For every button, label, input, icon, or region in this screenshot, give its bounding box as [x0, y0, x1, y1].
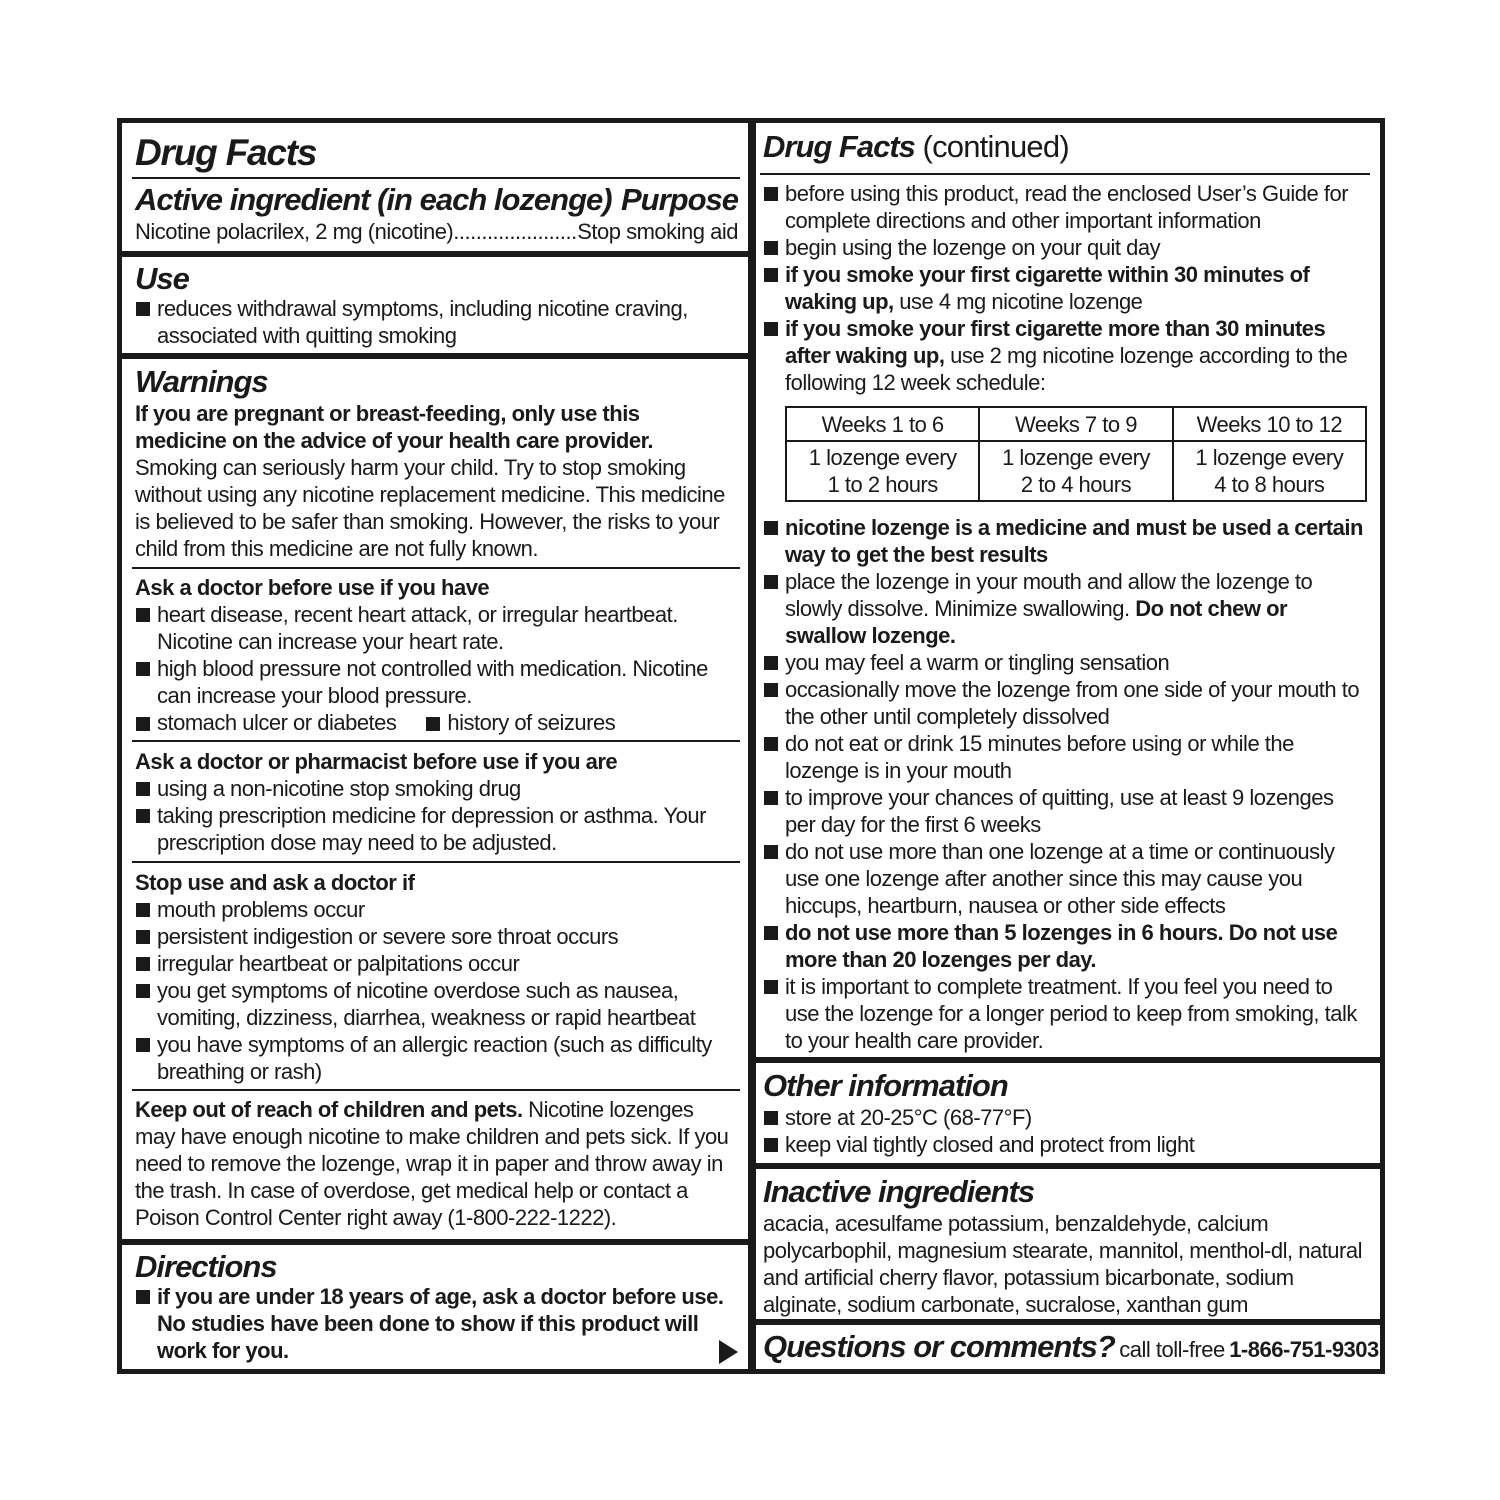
directions-list-a — [763, 180, 1366, 396]
list-item: before using this product, read the enclosed User’s Guide for complete directions and other important information — [763, 180, 1366, 234]
use-list — [135, 295, 708, 349]
phone-number: 1-866-751-9303 — [1229, 1337, 1379, 1362]
bullet-icon — [136, 717, 150, 731]
table-header: Weeks 10 to 12 — [1173, 407, 1366, 441]
list-item: begin using the lozenge on your quit day — [763, 234, 1366, 261]
list-item: to improve your chances of quitting, use at least 9 lozenges per day for the first 6 weeks — [763, 784, 1366, 838]
continued-suffix: (continued) — [922, 129, 1069, 164]
list-item: taking prescription medicine for depression or asthma. Your prescription dose may need to be adjusted. — [135, 802, 734, 856]
list-item: do not use more than 5 lozenges in 6 hours. Do not use more than 20 lozenges per day. — [763, 919, 1366, 973]
questions-section — [756, 1325, 1380, 1369]
list-item: if you are under 18 years of age, ask a doctor before use. No studies have been done to show if this product will work for you. — [135, 1283, 725, 1364]
list-item: if you smoke your first cigarette more than 30 minutes after waking up, use 2 mg nicotine lozenge according to the following 12 week schedule: — [763, 315, 1366, 396]
divider — [132, 1089, 740, 1091]
use-heading: Use — [135, 261, 189, 296]
directions-heading: Directions — [135, 1249, 277, 1284]
list-item: high blood pressure not controlled with medication. Nicotine can increase your blood pressure. — [135, 655, 734, 709]
drug-facts-label — [117, 118, 1385, 1374]
ask-pharmacist-heading: Ask a doctor or pharmacist before use if you are — [135, 749, 618, 774]
list-item: store at 20-25°C (68-77°F) — [763, 1104, 1366, 1131]
divider — [132, 567, 740, 569]
list-item: using a non-nicotine stop smoking drug — [135, 775, 734, 802]
table-cell: 1 lozenge every 2 to 4 hours — [979, 441, 1172, 501]
list-item: mouth problems occur — [135, 896, 734, 923]
warnings-section — [122, 359, 748, 1239]
list-item: do not use more than one lozenge at a time or continuously use one lozenge after another since this may cause you hiccups, heartburn, nausea or other side effects — [763, 838, 1366, 919]
list-item: reduces withdrawal symptoms, including nicotine craving, associated with quitting smoking — [135, 295, 708, 349]
ask-doctor-inline-items — [136, 709, 615, 736]
directions-list-b — [763, 514, 1366, 1054]
list-item: you have symptoms of an allergic reaction (such as difficulty breathing or rash) — [135, 1031, 734, 1085]
other-information-list — [763, 1104, 1366, 1158]
dosing-schedule-table — [785, 406, 1367, 502]
list-item: heart disease, recent heart attack, or irregular heartbeat. Nicotine can increase your heart rate. — [135, 601, 734, 655]
purpose-heading: Purpose — [620, 182, 738, 217]
divider — [132, 861, 740, 863]
pregnancy-warning-text: Smoking can seriously harm your child. Try to stop smoking without using any nicotine replacement medicine. This medicine is believed to be safer than smoking. However, the risks to your child from this medicine are not fully known. — [135, 455, 725, 561]
active-ingredient-row — [135, 218, 738, 245]
list-item: nicotine lozenge is a medicine and must be used a certain way to get the best results — [763, 514, 1366, 568]
divider — [760, 173, 1370, 175]
continued-title: Drug Facts — [763, 129, 915, 164]
directions-section — [122, 1245, 748, 1369]
keep-out-warning — [135, 1096, 736, 1231]
active-ingredient-section — [122, 123, 748, 251]
pregnancy-warning-bold: If you are pregnant or breast-feeding, only use this medicine on the advice of your health care provider. — [135, 401, 654, 453]
bullet-icon — [426, 717, 440, 731]
right-column — [756, 123, 1380, 1369]
divider — [132, 740, 740, 742]
table-header: Weeks 1 to 6 — [786, 407, 979, 441]
list-item: place the lozenge in your mouth and allow the lozenge to slowly dissolve. Minimize swallowing. Do not chew or swallow lozenge. — [763, 568, 1366, 649]
purpose-text: Stop smoking aid — [577, 219, 738, 244]
ask-doctor-list — [135, 601, 734, 709]
column-divider — [748, 123, 756, 1369]
table-header-row — [786, 407, 1366, 441]
list-item: if you smoke your first cigarette within 30 minutes of waking up, use 4 mg nicotine lozenge — [763, 261, 1366, 315]
list-item: occasionally move the lozenge from one side of your mouth to the other until completely dissolved — [763, 676, 1366, 730]
questions-row — [763, 1330, 1379, 1364]
use-section — [122, 257, 748, 353]
drug-facts-title: Drug Facts — [135, 132, 317, 173]
table-cell: 1 lozenge every 1 to 2 hours — [786, 441, 979, 501]
stop-use-heading: Stop use and ask a doctor if — [135, 870, 415, 895]
table-row — [786, 441, 1366, 501]
directions-continued-section — [756, 123, 1380, 1057]
inactive-ingredients-heading: Inactive ingredients — [763, 1174, 1035, 1209]
left-column — [122, 123, 748, 1369]
table-cell: 1 lozenge every 4 to 8 hours — [1173, 441, 1366, 501]
other-information-heading: Other information — [763, 1068, 1008, 1103]
ask-pharmacist-list — [135, 775, 734, 856]
ask-doctor-heading: Ask a doctor before use if you have — [135, 575, 490, 600]
table-header: Weeks 7 to 9 — [979, 407, 1172, 441]
list-item: do not eat or drink 15 minutes before using or while the lozenge is in your mouth — [763, 730, 1366, 784]
continue-arrow-icon — [719, 1340, 738, 1364]
list-item: you may feel a warm or tingling sensation — [763, 649, 1366, 676]
questions-heading: Questions or comments? — [763, 1329, 1115, 1364]
list-item: persistent indigestion or severe sore throat occurs — [135, 923, 734, 950]
warnings-heading: Warnings — [135, 364, 268, 399]
divider — [132, 177, 740, 179]
questions-text: call toll-free — [1119, 1337, 1225, 1362]
inline-item: stomach ulcer or diabetes — [157, 710, 397, 735]
active-ingredient-heading: Active ingredient (in each lozenge) — [135, 182, 612, 217]
list-item: irregular heartbeat or palpitations occur — [135, 950, 734, 977]
dot-leader: ...................... — [453, 219, 577, 244]
active-ingredient-text: Nicotine polacrilex, 2 mg (nicotine) — [135, 219, 454, 244]
keep-out-bold: Keep out of reach of children and pets. — [135, 1097, 523, 1122]
pregnancy-warning — [135, 400, 736, 562]
directions-list — [135, 1283, 725, 1364]
keep-out-text: Nicotine lozenges may have enough nicotine to make children and pets sick. If you need to remove the lozenge, wrap it in paper and throw away in the trash. In case of overdose, get medical help or contact a Poison Control Center right away (1-800-222-1222). — [135, 1097, 729, 1230]
continued-title-row — [763, 130, 1069, 164]
list-item: keep vial tightly closed and protect from light — [763, 1131, 1366, 1158]
inactive-ingredients-text: acacia, acesulfame potassium, benzaldehyde, calcium polycarbophil, magnesium stearate, mannitol, menthol-dl, natural and artificial cherry flavor, potassium bicarbonate, sodium alginate, sodium carbonate, sucralose, xanthan gum — [763, 1211, 1362, 1317]
list-item: you get symptoms of nicotine overdose such as nausea, vomiting, dizziness, diarrhea, weakness or rapid heartbeat — [135, 977, 734, 1031]
inactive-ingredients-section — [756, 1169, 1380, 1319]
list-item: it is important to complete treatment. If you feel you need to use the lozenge for a longer period to keep from smoking, talk to your health care provider. — [763, 973, 1366, 1054]
inline-item: history of seizures — [447, 710, 616, 735]
other-information-section — [756, 1063, 1380, 1163]
stop-use-list — [135, 896, 734, 1085]
